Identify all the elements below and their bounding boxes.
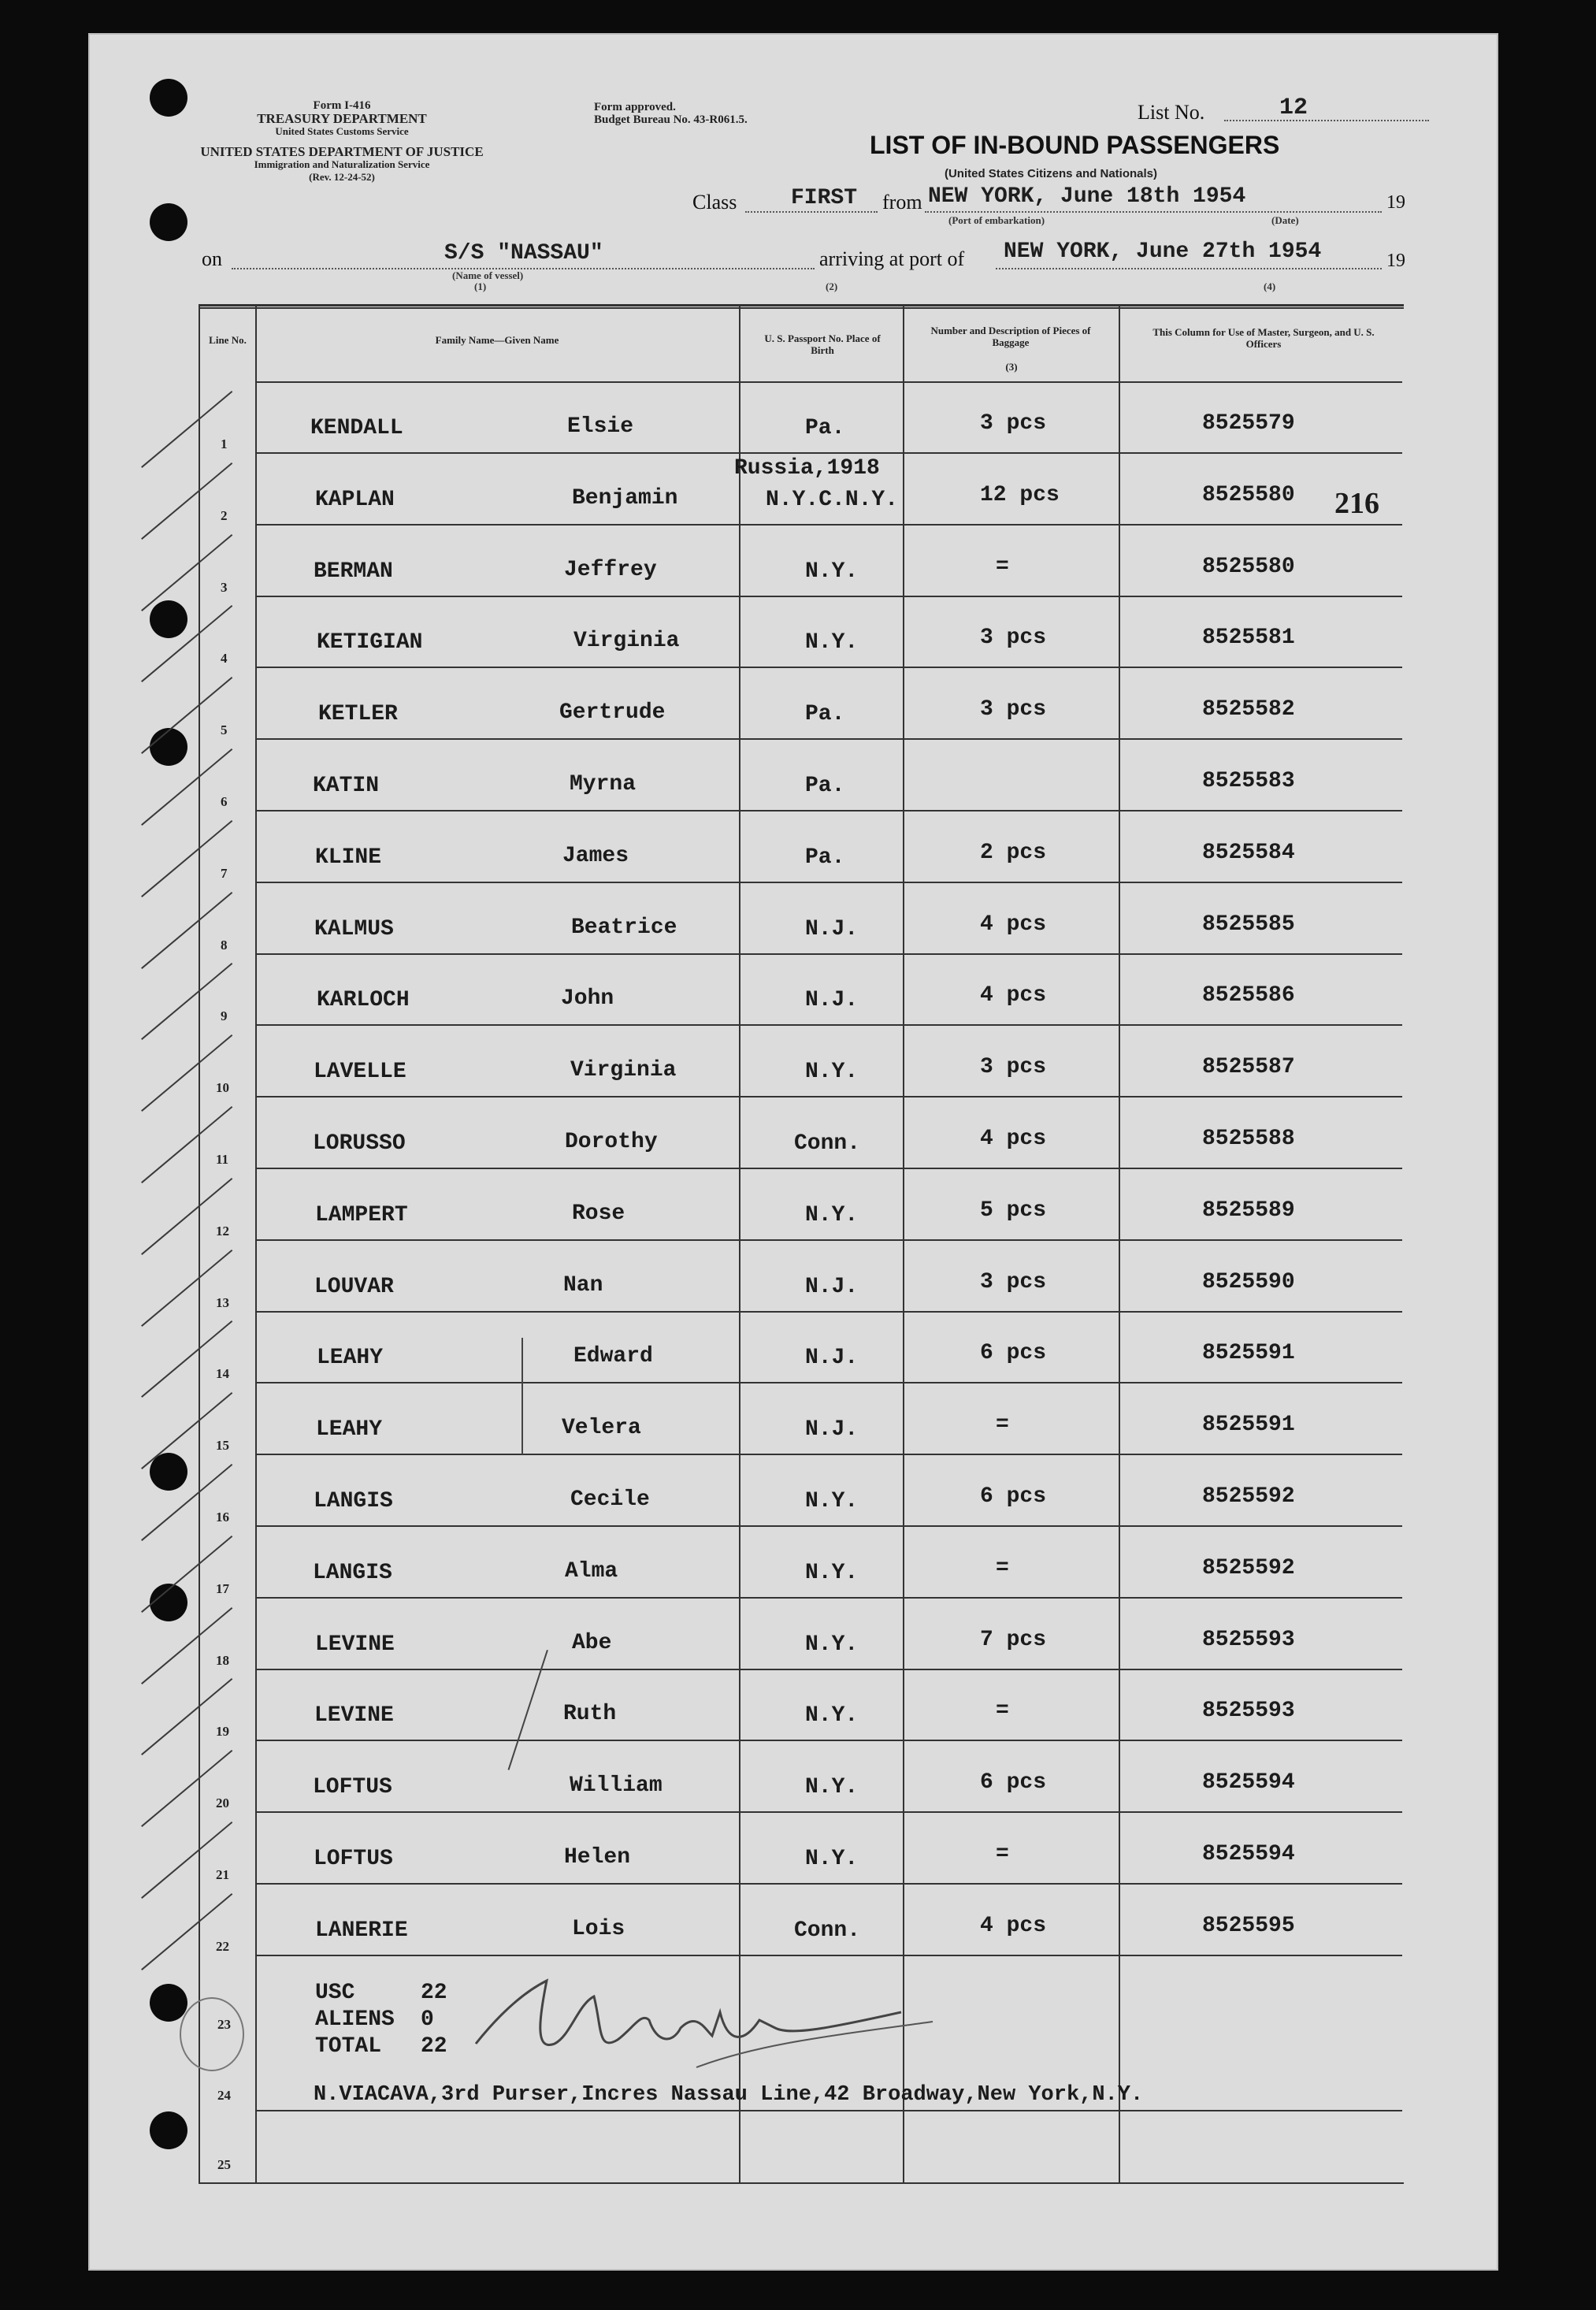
place-of-birth: N.Y. [805, 1202, 859, 1227]
officer-number: 8525588 [1202, 1127, 1295, 1151]
hand-mark [521, 1338, 523, 1454]
baggage: 3 pcs [980, 1269, 1047, 1294]
class-value: FIRST [791, 186, 858, 210]
vessel-value: S/S "NASSAU" [444, 241, 603, 266]
given-name: Cecile [570, 1487, 650, 1512]
place-of-birth: N.J. [805, 988, 859, 1013]
officer-number: 8525582 [1202, 697, 1295, 722]
family-name: LOFTUS [314, 1847, 393, 1871]
place-of-birth: Pa. [805, 845, 845, 870]
line-number: 21 [216, 1867, 229, 1882]
given-name: James [562, 843, 629, 868]
table-row [90, 1384, 1500, 1455]
given-name: Alma [565, 1558, 618, 1584]
given-name: Gertrude [559, 700, 666, 726]
family-name: KLINE [315, 845, 382, 870]
place-of-birth: N.Y. [805, 1489, 859, 1513]
baggage: 4 pcs [980, 983, 1047, 1008]
given-name: Velera [562, 1416, 641, 1441]
baggage: 4 pcs [980, 1913, 1047, 1938]
baggage: = [996, 1842, 1009, 1866]
family-name: KENDALL [310, 416, 403, 440]
arriving-value: NEW YORK, June 27th 1954 [1004, 240, 1322, 264]
header-name: Family Name—Given Name [435, 334, 559, 346]
table-row [90, 1599, 1500, 1670]
family-name: KALMUS [314, 916, 394, 941]
table-row [90, 1313, 1500, 1383]
check-mark [141, 1893, 232, 1970]
total-label: TOTAL [315, 2034, 382, 2059]
place-of-birth: N.J. [805, 1346, 859, 1371]
justice-dept: UNITED STATES DEPARTMENT OF JUSTICE [200, 144, 484, 159]
line-number: 9 [221, 1008, 228, 1024]
family-name: LAVELLE [314, 1060, 406, 1085]
form-approved: Form approved. [594, 101, 676, 113]
place-of-birth: N.J. [805, 916, 859, 941]
table-row [90, 1242, 1500, 1313]
ins-service: Immigration and Naturalization Service [254, 158, 430, 170]
line-number: 19 [216, 1724, 229, 1740]
place-of-birth: Pa. [805, 774, 845, 798]
officer-number: 8525581 [1202, 626, 1295, 651]
given-name: Nan [563, 1272, 603, 1298]
treasury-dept: TREASURY DEPARTMENT [257, 111, 427, 126]
line-number: 10 [216, 1080, 229, 1096]
given-name: Helen [564, 1845, 631, 1870]
vessel-label: (Name of vessel) [452, 269, 524, 281]
line-number: 22 [216, 1938, 229, 1954]
baggage: 6 pcs [980, 1341, 1047, 1366]
col2-label: (2) [826, 280, 838, 292]
given-name: Myrna [570, 772, 637, 797]
line-number: 18 [216, 1652, 229, 1668]
line-number: 11 [216, 1152, 229, 1167]
family-name: KATIN [313, 774, 380, 798]
line-number: 14 [216, 1366, 229, 1382]
table-row [90, 526, 1500, 597]
usc-label: USC [315, 1981, 355, 2005]
table-row [90, 884, 1500, 955]
baggage: = [996, 1555, 1009, 1580]
table-row [90, 1670, 1500, 1741]
line-number: 3 [221, 579, 228, 595]
punch-hole [150, 203, 187, 241]
baggage: = [996, 554, 1009, 579]
header-officers: This Column for Use of Master, Surgeon, and U. S. Officers [1152, 326, 1375, 350]
given-name: Virginia [570, 1058, 677, 1083]
line-number: 7 [221, 865, 228, 881]
customs-service: United States Customs Service [275, 125, 409, 137]
baggage: = [996, 1699, 1009, 1724]
place-of-birth: N.J. [805, 1417, 859, 1443]
baggage: 12 pcs [980, 482, 1060, 507]
officer-number: 8525590 [1202, 1269, 1295, 1294]
place-of-birth: Conn. [794, 1918, 861, 1943]
officer-number: 8525580 [1202, 482, 1295, 507]
given-name: Beatrice [571, 915, 677, 940]
page-title: LIST OF IN-BOUND PASSENGERS [870, 131, 1280, 159]
given-name: Abe [572, 1630, 612, 1655]
table-row [90, 1885, 1500, 1956]
place-of-birth: N.Y. [805, 1775, 859, 1800]
family-name: LEAHY [316, 1417, 383, 1443]
table-row [90, 597, 1500, 668]
family-name: KAPLAN [315, 487, 395, 512]
place-of-birth: N.Y. [805, 1847, 859, 1871]
given-name: Dorothy [565, 1130, 658, 1154]
given-name: Virginia [573, 629, 680, 654]
from-value: NEW YORK, June 18th 1954 [928, 184, 1246, 209]
header-col3: (3) [1005, 361, 1018, 373]
place-of-birth: N.Y. [805, 1060, 859, 1085]
given-name: Rose [572, 1201, 625, 1226]
on-label: on [202, 247, 222, 270]
given-name: Edward [573, 1344, 653, 1369]
baggage: 6 pcs [980, 1770, 1047, 1796]
budget-bureau: Budget Bureau No. 43-R061.5. [594, 113, 748, 126]
line-number: 24 [217, 2088, 231, 2103]
officer-number: 8525593 [1202, 1699, 1295, 1724]
table-row [90, 1456, 1500, 1527]
officer-number: 8525592 [1202, 1484, 1295, 1509]
col1-label: (1) [474, 280, 487, 292]
baggage: 3 pcs [980, 626, 1047, 651]
officer-number: 8525587 [1202, 1055, 1295, 1080]
baggage: 3 pcs [980, 411, 1047, 436]
line-number: 25 [217, 2157, 231, 2172]
family-name: KETLER [318, 702, 398, 727]
punch-hole [150, 79, 187, 117]
table-row [90, 1528, 1500, 1599]
place-of-birth: N.Y. [805, 630, 859, 655]
table-row [90, 741, 1500, 811]
given-name: John [561, 986, 614, 1012]
officer-number: 8525585 [1202, 912, 1295, 937]
family-name: LEVINE [314, 1703, 394, 1729]
baggage: 4 pcs [980, 912, 1047, 937]
officer-number: 8525584 [1202, 840, 1295, 865]
officer-number: 8525589 [1202, 1198, 1295, 1223]
header-baggage: Number and Description of Pieces of Baggage [930, 325, 1091, 348]
line-number: 4 [221, 651, 228, 667]
arriving-label: arriving at port of [819, 247, 965, 270]
baggage: 3 pcs [980, 1055, 1047, 1080]
purser-line: N.VIACAVA,3rd Purser,Incres Nassau Line,42 Broadway,New York,N.Y. [314, 2083, 1144, 2107]
aliens-label: ALIENS [315, 2007, 395, 2032]
table-row [90, 1098, 1500, 1169]
family-name: LANERIE [315, 1918, 408, 1943]
family-name: BERMAN [314, 559, 393, 584]
given-name: William [570, 1773, 663, 1799]
family-name: LEAHY [317, 1346, 384, 1371]
officer-number: 8525592 [1202, 1555, 1295, 1580]
officer-number: 8525594 [1202, 1770, 1295, 1796]
aliens-value: 0 [421, 2007, 434, 2032]
table-row [90, 1814, 1500, 1885]
table-row [90, 455, 1500, 526]
officer-number: 8525595 [1202, 1913, 1295, 1938]
port-embark-label: (Port of embarkation) [948, 214, 1045, 226]
place-of-birth: N.J. [805, 1274, 859, 1299]
page-subtitle: (United States Citizens and Nationals) [944, 167, 1158, 180]
table-row [90, 955, 1500, 1026]
given-name: Benjamin [572, 485, 678, 511]
family-name: LEVINE [315, 1632, 395, 1657]
line-number: 13 [216, 1294, 229, 1310]
table-row [90, 1170, 1500, 1241]
line-number: 17 [216, 1580, 229, 1596]
list-no-label: List No. [1138, 101, 1205, 124]
place-of-birth: Conn. [794, 1131, 861, 1156]
family-name: LOFTUS [313, 1775, 392, 1800]
stamp-circle [169, 1989, 255, 2075]
table-row [90, 383, 1500, 454]
baggage: = [996, 1413, 1009, 1438]
baggage: 2 pcs [980, 840, 1047, 865]
place-of-birth: N.Y. [805, 1632, 859, 1657]
line-number: 15 [216, 1438, 229, 1454]
given-name: Elsie [567, 414, 634, 439]
total-value: 22 [421, 2034, 447, 2059]
officer-number: 8525591 [1202, 1341, 1295, 1366]
list-no-value: 12 [1279, 95, 1308, 121]
line-number: 8 [221, 937, 228, 953]
line-number: 20 [216, 1796, 229, 1811]
line-number: 23 [217, 2017, 231, 2032]
year-suffix: 19 [1386, 192, 1405, 213]
officer-number: 8525579 [1202, 411, 1295, 436]
usc-value: 22 [421, 1981, 447, 2005]
table-row [90, 812, 1500, 883]
place-of-birth: Pa. [805, 702, 845, 727]
line-number: 2 [221, 507, 228, 523]
family-name: LOUVAR [314, 1274, 394, 1299]
baggage: 3 pcs [980, 697, 1047, 722]
line-number: 5 [221, 722, 228, 738]
baggage: 5 pcs [980, 1198, 1047, 1223]
line-number: 12 [216, 1223, 229, 1239]
table-row [90, 1027, 1500, 1097]
form-page [88, 33, 1498, 2271]
given-name: Ruth [563, 1702, 617, 1727]
class-label: Class [692, 191, 737, 214]
birth-note: Russia,1918 [734, 455, 880, 481]
line-number: 6 [221, 794, 228, 809]
year-suffix-2: 19 [1386, 251, 1405, 271]
place-of-birth: Pa. [805, 416, 845, 440]
revision: (Rev. 12-24-52) [309, 171, 375, 183]
family-name: LANGIS [313, 1560, 392, 1585]
officer-number: 8525583 [1202, 769, 1295, 793]
header-passport: U. S. Passport No. Place of Birth [764, 332, 881, 356]
place-of-birth: N.Y. [805, 1703, 859, 1729]
table-row [90, 1742, 1500, 1813]
officer-number: 8525593 [1202, 1627, 1295, 1652]
line-extra-mark: 216 [1334, 486, 1379, 520]
form-number: Form I-416 [313, 99, 371, 112]
place-of-birth: N.Y. [805, 1560, 859, 1585]
family-name: KETIGIAN [317, 630, 423, 655]
officer-number: 8525586 [1202, 983, 1295, 1008]
from-label: from [882, 191, 922, 214]
family-name: KARLOCH [317, 988, 410, 1013]
line-number: 16 [216, 1510, 229, 1525]
line-number: 1 [221, 436, 228, 451]
date-label: (Date) [1271, 214, 1299, 226]
place-of-birth: N.Y.C.N.Y. [766, 487, 899, 512]
table-row [90, 669, 1500, 740]
officer-number: 8525580 [1202, 554, 1295, 579]
signature [460, 1957, 948, 2099]
family-name: LORUSSO [313, 1131, 406, 1156]
given-name: Jeffrey [564, 557, 657, 582]
punch-hole [150, 2111, 187, 2149]
family-name: LANGIS [314, 1489, 393, 1513]
given-name: Lois [572, 1916, 625, 1941]
family-name: LAMPERT [315, 1202, 408, 1227]
baggage: 6 pcs [980, 1484, 1047, 1509]
officer-number: 8525594 [1202, 1842, 1295, 1866]
header-line-no: Line No. [209, 334, 247, 346]
officer-number: 8525591 [1202, 1413, 1295, 1438]
col4-label: (4) [1264, 280, 1276, 292]
baggage: 4 pcs [980, 1127, 1047, 1151]
baggage: 7 pcs [980, 1627, 1047, 1652]
place-of-birth: N.Y. [805, 559, 859, 584]
